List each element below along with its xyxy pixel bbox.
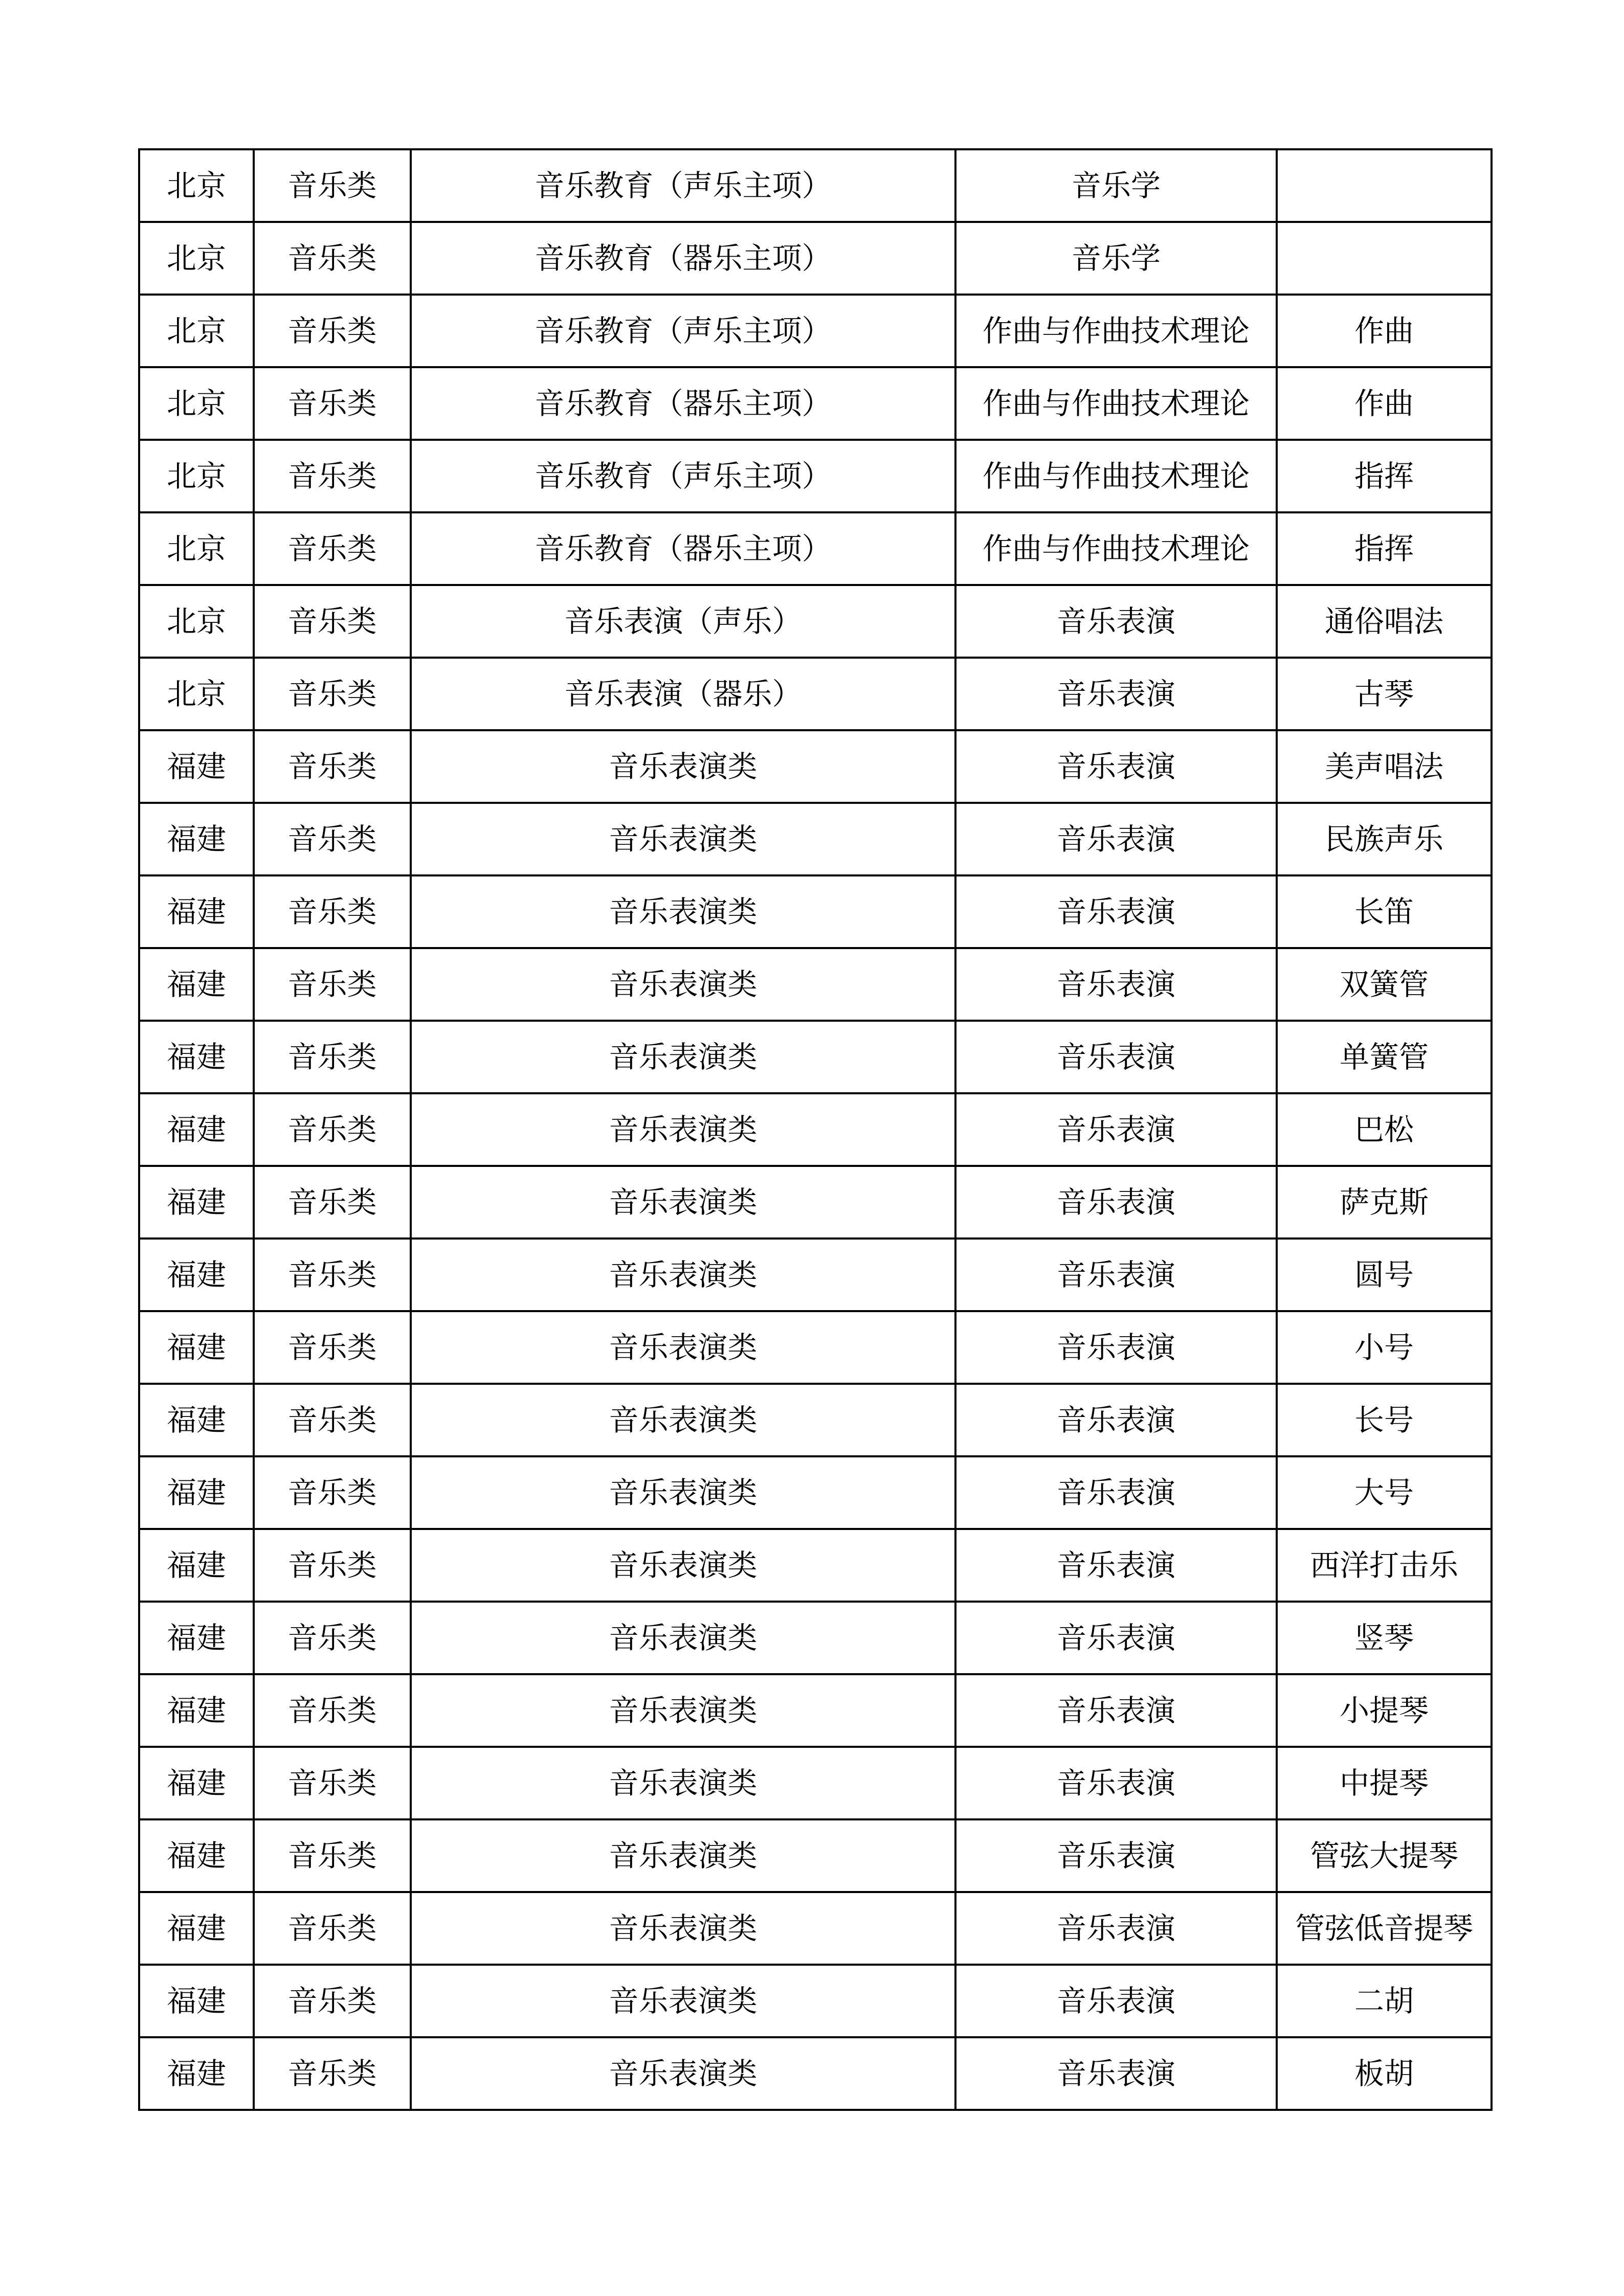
direction-cell: 萨克斯 — [1277, 1166, 1492, 1239]
major-cell: 音乐表演 — [955, 1674, 1277, 1747]
province-cell: 北京 — [139, 149, 254, 222]
province-cell: 福建 — [139, 1819, 254, 1892]
direction-cell — [1277, 222, 1492, 295]
table-row — [139, 730, 1492, 803]
province-cell: 北京 — [139, 658, 254, 730]
subject-cell: 音乐教育（器乐主项） — [411, 222, 955, 295]
subject-cell: 音乐表演类 — [411, 1747, 955, 1819]
table-row — [139, 512, 1492, 585]
category-cell: 音乐类 — [254, 1892, 411, 1965]
province-cell: 福建 — [139, 1674, 254, 1747]
table-row — [139, 803, 1492, 875]
province-cell: 福建 — [139, 1239, 254, 1311]
table-row — [139, 1093, 1492, 1166]
major-cell: 音乐表演 — [955, 1021, 1277, 1093]
direction-cell: 西洋打击乐 — [1277, 1529, 1492, 1602]
table-row — [139, 1456, 1492, 1529]
table-row — [139, 948, 1492, 1021]
category-cell: 音乐类 — [254, 1456, 411, 1529]
province-cell: 福建 — [139, 1384, 254, 1456]
table-row — [139, 149, 1492, 222]
subject-cell: 音乐表演类 — [411, 730, 955, 803]
major-cell: 音乐表演 — [955, 1965, 1277, 2037]
major-cell: 作曲与作曲技术理论 — [955, 367, 1277, 440]
category-cell: 音乐类 — [254, 875, 411, 948]
table-row — [139, 1529, 1492, 1602]
major-cell: 音乐表演 — [955, 730, 1277, 803]
major-cell: 音乐表演 — [955, 1819, 1277, 1892]
province-cell: 福建 — [139, 1093, 254, 1166]
category-cell: 音乐类 — [254, 658, 411, 730]
table-row — [139, 1819, 1492, 1892]
province-cell: 福建 — [139, 1892, 254, 1965]
major-cell: 音乐表演 — [955, 1456, 1277, 1529]
province-cell: 北京 — [139, 222, 254, 295]
table-row — [139, 1311, 1492, 1384]
major-cell: 音乐表演 — [955, 658, 1277, 730]
major-cell: 作曲与作曲技术理论 — [955, 512, 1277, 585]
category-cell: 音乐类 — [254, 222, 411, 295]
subject-cell: 音乐表演类 — [411, 1892, 955, 1965]
subject-cell: 音乐表演类 — [411, 1093, 955, 1166]
direction-cell: 竖琴 — [1277, 1602, 1492, 1674]
subject-cell: 音乐表演类 — [411, 803, 955, 875]
subject-cell: 音乐表演（器乐） — [411, 658, 955, 730]
province-cell: 福建 — [139, 948, 254, 1021]
subject-cell: 音乐表演类 — [411, 1384, 955, 1456]
major-cell: 音乐表演 — [955, 1384, 1277, 1456]
category-cell: 音乐类 — [254, 1965, 411, 2037]
province-cell: 福建 — [139, 1166, 254, 1239]
province-cell: 福建 — [139, 1021, 254, 1093]
major-cell: 音乐表演 — [955, 948, 1277, 1021]
province-cell: 福建 — [139, 803, 254, 875]
subject-cell: 音乐教育（声乐主项） — [411, 295, 955, 367]
major-cell: 音乐表演 — [955, 1166, 1277, 1239]
direction-cell: 古琴 — [1277, 658, 1492, 730]
major-cell: 音乐表演 — [955, 1747, 1277, 1819]
direction-cell: 小号 — [1277, 1311, 1492, 1384]
direction-cell: 通俗唱法 — [1277, 585, 1492, 658]
table-row — [139, 1384, 1492, 1456]
major-cell: 音乐表演 — [955, 803, 1277, 875]
table-row — [139, 1965, 1492, 2037]
major-cell: 音乐学 — [955, 149, 1277, 222]
category-cell: 音乐类 — [254, 512, 411, 585]
province-cell: 福建 — [139, 2037, 254, 2110]
direction-cell: 小提琴 — [1277, 1674, 1492, 1747]
direction-cell: 管弦大提琴 — [1277, 1819, 1492, 1892]
direction-cell: 指挥 — [1277, 512, 1492, 585]
province-cell: 福建 — [139, 1602, 254, 1674]
table-row — [139, 1239, 1492, 1311]
category-cell: 音乐类 — [254, 803, 411, 875]
category-cell: 音乐类 — [254, 2037, 411, 2110]
subject-cell: 音乐表演类 — [411, 1529, 955, 1602]
direction-cell: 中提琴 — [1277, 1747, 1492, 1819]
category-cell: 音乐类 — [254, 730, 411, 803]
subject-cell: 音乐表演类 — [411, 1456, 955, 1529]
province-cell: 福建 — [139, 730, 254, 803]
table-row — [139, 1021, 1492, 1093]
direction-cell: 巴松 — [1277, 1093, 1492, 1166]
direction-cell: 单簧管 — [1277, 1021, 1492, 1093]
province-cell: 福建 — [139, 1456, 254, 1529]
province-cell: 福建 — [139, 875, 254, 948]
major-cell: 音乐表演 — [955, 875, 1277, 948]
direction-cell: 双簧管 — [1277, 948, 1492, 1021]
major-cell: 音乐表演 — [955, 1093, 1277, 1166]
province-cell: 福建 — [139, 1529, 254, 1602]
direction-cell: 板胡 — [1277, 2037, 1492, 2110]
category-cell: 音乐类 — [254, 1166, 411, 1239]
category-cell: 音乐类 — [254, 1529, 411, 1602]
major-cell: 音乐表演 — [955, 1311, 1277, 1384]
direction-cell: 管弦低音提琴 — [1277, 1892, 1492, 1965]
major-cell: 音乐表演 — [955, 585, 1277, 658]
table-row — [139, 222, 1492, 295]
subject-cell: 音乐教育（器乐主项） — [411, 512, 955, 585]
subject-cell: 音乐表演类 — [411, 1311, 955, 1384]
subject-cell: 音乐表演类 — [411, 948, 955, 1021]
category-cell: 音乐类 — [254, 1747, 411, 1819]
table-row — [139, 1166, 1492, 1239]
direction-cell: 美声唱法 — [1277, 730, 1492, 803]
direction-cell: 指挥 — [1277, 440, 1492, 512]
province-cell: 北京 — [139, 440, 254, 512]
category-cell: 音乐类 — [254, 295, 411, 367]
province-cell: 北京 — [139, 585, 254, 658]
category-cell: 音乐类 — [254, 948, 411, 1021]
category-cell: 音乐类 — [254, 149, 411, 222]
major-cell: 音乐表演 — [955, 1602, 1277, 1674]
major-cell: 作曲与作曲技术理论 — [955, 440, 1277, 512]
major-cell: 音乐表演 — [955, 1239, 1277, 1311]
table-row — [139, 1602, 1492, 1674]
table-body — [139, 149, 1492, 2110]
subject-cell: 音乐表演类 — [411, 1965, 955, 2037]
direction-cell: 长笛 — [1277, 875, 1492, 948]
subject-cell: 音乐表演类 — [411, 1166, 955, 1239]
subject-cell: 音乐教育（声乐主项） — [411, 149, 955, 222]
province-cell: 福建 — [139, 1965, 254, 2037]
major-cell: 音乐表演 — [955, 2037, 1277, 2110]
category-cell: 音乐类 — [254, 1093, 411, 1166]
table-row — [139, 585, 1492, 658]
subject-cell: 音乐表演类 — [411, 2037, 955, 2110]
province-cell: 北京 — [139, 367, 254, 440]
table-row — [139, 367, 1492, 440]
subject-cell: 音乐表演（声乐） — [411, 585, 955, 658]
category-cell: 音乐类 — [254, 1384, 411, 1456]
category-cell: 音乐类 — [254, 367, 411, 440]
category-cell: 音乐类 — [254, 1311, 411, 1384]
major-cell: 作曲与作曲技术理论 — [955, 295, 1277, 367]
direction-cell — [1277, 149, 1492, 222]
province-cell: 北京 — [139, 512, 254, 585]
category-cell: 音乐类 — [254, 1674, 411, 1747]
direction-cell: 民族声乐 — [1277, 803, 1492, 875]
direction-cell: 圆号 — [1277, 1239, 1492, 1311]
direction-cell: 二胡 — [1277, 1965, 1492, 2037]
direction-cell: 长号 — [1277, 1384, 1492, 1456]
direction-cell: 大号 — [1277, 1456, 1492, 1529]
subject-cell: 音乐表演类 — [411, 1021, 955, 1093]
subject-cell: 音乐表演类 — [411, 1239, 955, 1311]
table-row — [139, 2037, 1492, 2110]
subject-cell: 音乐教育（声乐主项） — [411, 440, 955, 512]
data-table — [138, 148, 1493, 2111]
subject-cell: 音乐表演类 — [411, 1674, 955, 1747]
table-row — [139, 1892, 1492, 1965]
major-cell: 音乐表演 — [955, 1892, 1277, 1965]
category-cell: 音乐类 — [254, 1239, 411, 1311]
province-cell: 福建 — [139, 1747, 254, 1819]
subject-cell: 音乐表演类 — [411, 875, 955, 948]
province-cell: 福建 — [139, 1311, 254, 1384]
table-row — [139, 1747, 1492, 1819]
table-row — [139, 440, 1492, 512]
province-cell: 北京 — [139, 295, 254, 367]
category-cell: 音乐类 — [254, 1819, 411, 1892]
category-cell: 音乐类 — [254, 585, 411, 658]
category-cell: 音乐类 — [254, 1602, 411, 1674]
category-cell: 音乐类 — [254, 1021, 411, 1093]
table-row — [139, 875, 1492, 948]
table-row — [139, 1674, 1492, 1747]
subject-cell: 音乐教育（器乐主项） — [411, 367, 955, 440]
table-row — [139, 658, 1492, 730]
subject-cell: 音乐表演类 — [411, 1602, 955, 1674]
subject-cell: 音乐表演类 — [411, 1819, 955, 1892]
table-row — [139, 295, 1492, 367]
major-cell: 音乐学 — [955, 222, 1277, 295]
direction-cell: 作曲 — [1277, 367, 1492, 440]
major-cell: 音乐表演 — [955, 1529, 1277, 1602]
category-cell: 音乐类 — [254, 440, 411, 512]
direction-cell: 作曲 — [1277, 295, 1492, 367]
